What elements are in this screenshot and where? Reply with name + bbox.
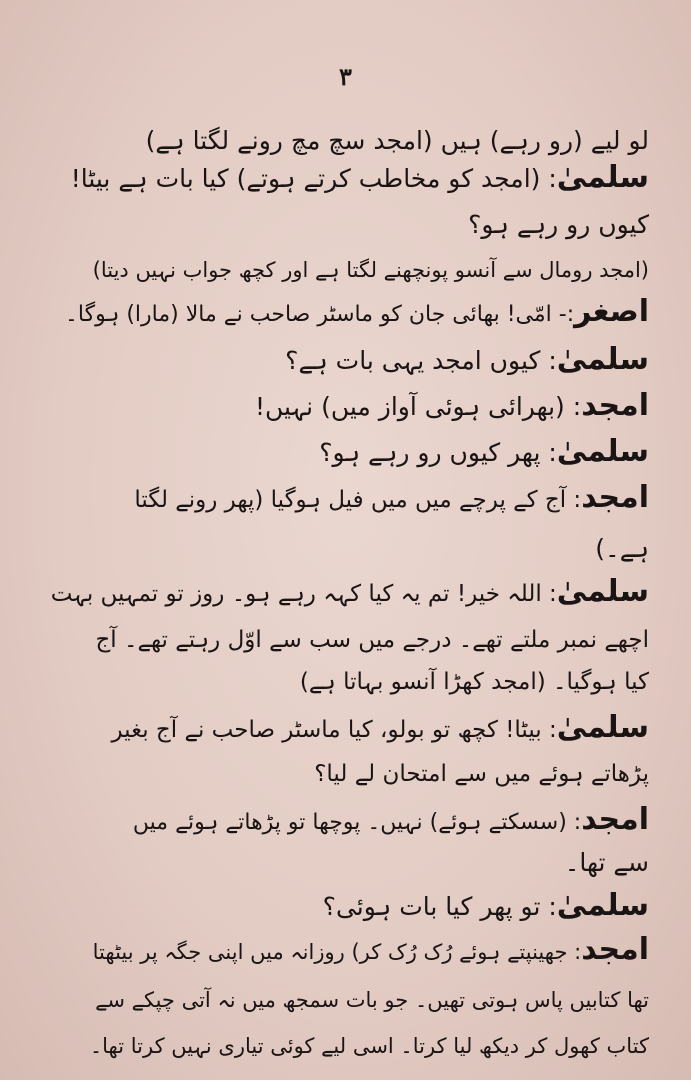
line-text: پڑھاتے ہوئے میں سے امتحان لے لیا؟ (314, 761, 649, 787)
text-line (40, 432, 649, 472)
line-text: لو لیے (رو رہے) ہیں (امجد سچ مچ رونے لگتا ہے) (145, 126, 649, 155)
line-text: سے تھا۔ (564, 848, 649, 877)
text-line (40, 572, 649, 612)
line-text: (امجد رومال سے آنسو پونچھنے لگتا ہے اور کچھ جواب نہیں دیتا) (92, 258, 649, 282)
line-text: تھا کتابیں پاس ہوتی تھیں۔ جو بات سمجھ میں نہ آتی چپکے سے (95, 988, 649, 1012)
line-text: کیوں رو رہے ہو؟ (468, 210, 649, 239)
text-line (40, 528, 649, 568)
line-text: : تو پھر کیا بات ہوئی؟ (322, 892, 557, 921)
speaker-name: سلمیٰ (556, 888, 649, 923)
text-line (40, 478, 649, 518)
text-line (40, 886, 649, 926)
text-line (40, 158, 649, 198)
line-text: ہے۔) (595, 534, 649, 563)
line-text: : (امجد کو مخاطب کرتے ہوتے) کیا بات ہے بیٹا! (70, 164, 557, 193)
speaker-name: سلمیٰ (556, 710, 649, 745)
text-line (40, 708, 649, 748)
text-line (40, 340, 649, 380)
text-line (40, 120, 649, 160)
text-line (40, 204, 649, 244)
line-text: اچھے نمبر ملتے تھے۔ درجے میں سب سے اوّل رہتے تھے۔ آج (95, 627, 649, 653)
line-text: : (سسکتے ہوئے) نہیں۔ پوچھا تو پڑھاتے ہوئے میں (132, 810, 582, 835)
text-line (40, 292, 649, 332)
speaker-name: امجد (581, 480, 649, 515)
line-text: : (بھرائی ہوئی آواز میں) نہیں! (254, 392, 582, 421)
text-line (40, 752, 649, 792)
speaker-name: امجد (581, 932, 649, 967)
text-line (40, 930, 649, 970)
speaker-name: سلمیٰ (556, 160, 649, 195)
line-text: کیا ہوگیا۔ (امجد کھڑا آنسو بہاتا ہے) (299, 669, 649, 695)
speaker-name: سلمیٰ (556, 574, 649, 609)
text-line (40, 618, 649, 658)
speaker-name: امجد (581, 802, 649, 837)
text-line (40, 1024, 649, 1064)
text-line (40, 386, 649, 426)
text-line (40, 800, 649, 840)
text-line (40, 842, 649, 882)
text-line (40, 660, 649, 700)
line-text: : اللہ خیر! تم یہ کیا کہہ رہے ہو۔ روز تو تمہیں بہت (50, 581, 557, 607)
speaker-name: سلمیٰ (556, 434, 649, 469)
line-text: : کیوں امجد یہی بات ہے؟ (285, 346, 557, 375)
page-number: ۳ (339, 62, 352, 91)
stage-direction-line (40, 248, 649, 288)
line-text: : جھینپتے ہوئے رُک رُک کر) روزانہ میں اپنی جگہ پر بیٹھتا (92, 940, 582, 964)
line-text: : پھر کیوں رو رہے ہو؟ (319, 438, 557, 467)
speaker-name: سلمیٰ (556, 342, 649, 377)
speaker-name: اصغر (574, 294, 649, 329)
line-text: : آج کے پرچے میں میں فیل ہوگیا (پھر رونے لگتا (134, 487, 582, 513)
speaker-name: امجد (581, 388, 649, 423)
line-text: کتاب کھول کر دیکھ لیا کرتا۔ اسی لیے کوئی تیاری نہیں کرتا تھا۔ (89, 1034, 649, 1058)
line-text: : بیٹا! کچھ تو بولو، کیا ماسٹر صاحب نے آج بغیر (111, 717, 557, 743)
line-text: :- امّی! بھائی جان کو ماسٹر صاحب نے مالا (مارا) ہوگا۔ (65, 302, 575, 327)
text-line (40, 978, 649, 1018)
